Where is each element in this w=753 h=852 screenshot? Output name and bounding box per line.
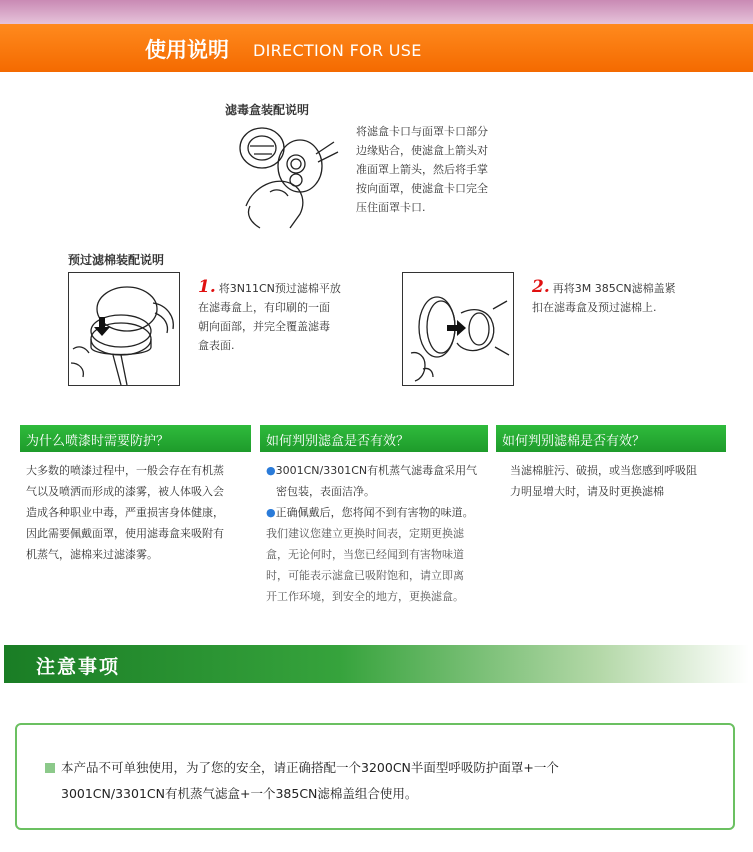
text-line: 机蒸气，滤棉来过滤漆雾。 xyxy=(26,548,158,561)
filter-valid-text xyxy=(510,460,730,502)
text-line: 因此需要佩戴面罩，使用滤毒盒来吸附有 xyxy=(26,527,224,540)
bullet-icon: ● xyxy=(266,464,276,477)
cartridge-line: 边缘贴合，使滤盒上箭头对 xyxy=(356,144,488,157)
cartridge-line: 压住面罩卡口. xyxy=(356,201,426,214)
notice-bar xyxy=(4,645,749,683)
text-line: 密包装，表面洁净。 xyxy=(276,485,375,498)
step1-line: 在滤毒盒上，有印刷的一面 xyxy=(198,301,330,314)
step1-line: 盒表面. xyxy=(198,339,235,352)
step1-line: 将3N11CN预过滤棉平放 xyxy=(218,282,341,295)
banner-title-cn: 使用说明 xyxy=(145,38,229,62)
prefilter-step1 xyxy=(198,278,341,355)
text-line: 盒，无论何时，当您已经闻到有害物味道 xyxy=(266,548,464,561)
text-line: 时，可能表示滤盒已吸附饱和，请立即离 xyxy=(266,569,464,582)
right-arrow-icon xyxy=(447,320,466,336)
text-line: 3001CN/3301CN有机蒸气滤毒盒采用气 xyxy=(275,464,478,477)
top-decor-strip xyxy=(0,0,753,24)
text-line: 力明显增大时，请及时更换滤棉 xyxy=(510,485,664,498)
text-line: 造成各种职业中毒，严重损害身体健康， xyxy=(26,506,224,519)
cartridge-section-title: 滤毒盒装配说明 xyxy=(225,103,310,117)
text-line: 正确佩戴后，您将闻不到有害物的味道。 xyxy=(275,506,474,519)
cartridge-description xyxy=(356,122,488,217)
cartridge-valid-heading: 如何判别滤盒是否有效？ xyxy=(260,425,488,452)
banner-title-en: DIRECTION FOR USE xyxy=(253,41,422,60)
step1-number: 1. xyxy=(198,277,216,297)
why-protect-text xyxy=(26,460,254,565)
prefilter-step2 xyxy=(532,278,676,317)
notice-title: 注意事项 xyxy=(36,656,121,678)
text-line: 当滤棉脏污、破损，或当您感到呼吸阻 xyxy=(510,464,697,477)
cartridge-line: 准面罩上箭头，然后将手掌 xyxy=(356,163,488,176)
prefilter-section-title: 预过滤棉装配说明 xyxy=(68,253,165,267)
prefilter-placement-illustration xyxy=(68,272,180,386)
step2-line: 扣在滤毒盒及预过滤棉上. xyxy=(532,301,657,314)
text-line: 大多数的喷漆过程中，一般会存在有机蒸 xyxy=(26,464,224,477)
notice-box xyxy=(15,723,735,830)
step2-line: 再将3M 385CN滤棉盖紧 xyxy=(552,282,676,295)
square-bullet-icon xyxy=(45,763,55,773)
filter-cover-illustration xyxy=(402,272,514,386)
cartridge-assembly-illustration xyxy=(230,118,342,230)
step2-number: 2. xyxy=(532,277,550,297)
text-line: 我们建议您建立更换时间表，定期更换滤 xyxy=(266,527,464,540)
bullet-icon: ● xyxy=(266,506,276,519)
direction-banner xyxy=(0,24,753,72)
text-line: 气以及喷洒而形成的漆雾，被人体吸入会 xyxy=(26,485,224,498)
notice-line-1: 本产品不可单独使用，为了您的安全，请正确搭配一个3200CN半面型呼吸防护面罩+一个 xyxy=(61,760,559,775)
step1-line: 朝向面部，并完全覆盖滤毒 xyxy=(198,320,330,333)
cartridge-line: 将滤盒卡口与面罩卡口部分 xyxy=(356,125,488,138)
why-protect-heading: 为什么喷漆时需要防护？ xyxy=(20,425,251,452)
notice-line-2: 3001CN/3301CN有机蒸气滤盒+一个385CN滤棉盖组合使用。 xyxy=(61,786,418,801)
cartridge-valid-text xyxy=(266,460,492,607)
cartridge-line: 按向面罩，使滤盒卡口完全 xyxy=(356,182,488,195)
text-line: 开工作环境，到安全的地方，更换滤盒。 xyxy=(266,590,464,603)
filter-valid-heading: 如何判别滤棉是否有效？ xyxy=(496,425,726,452)
